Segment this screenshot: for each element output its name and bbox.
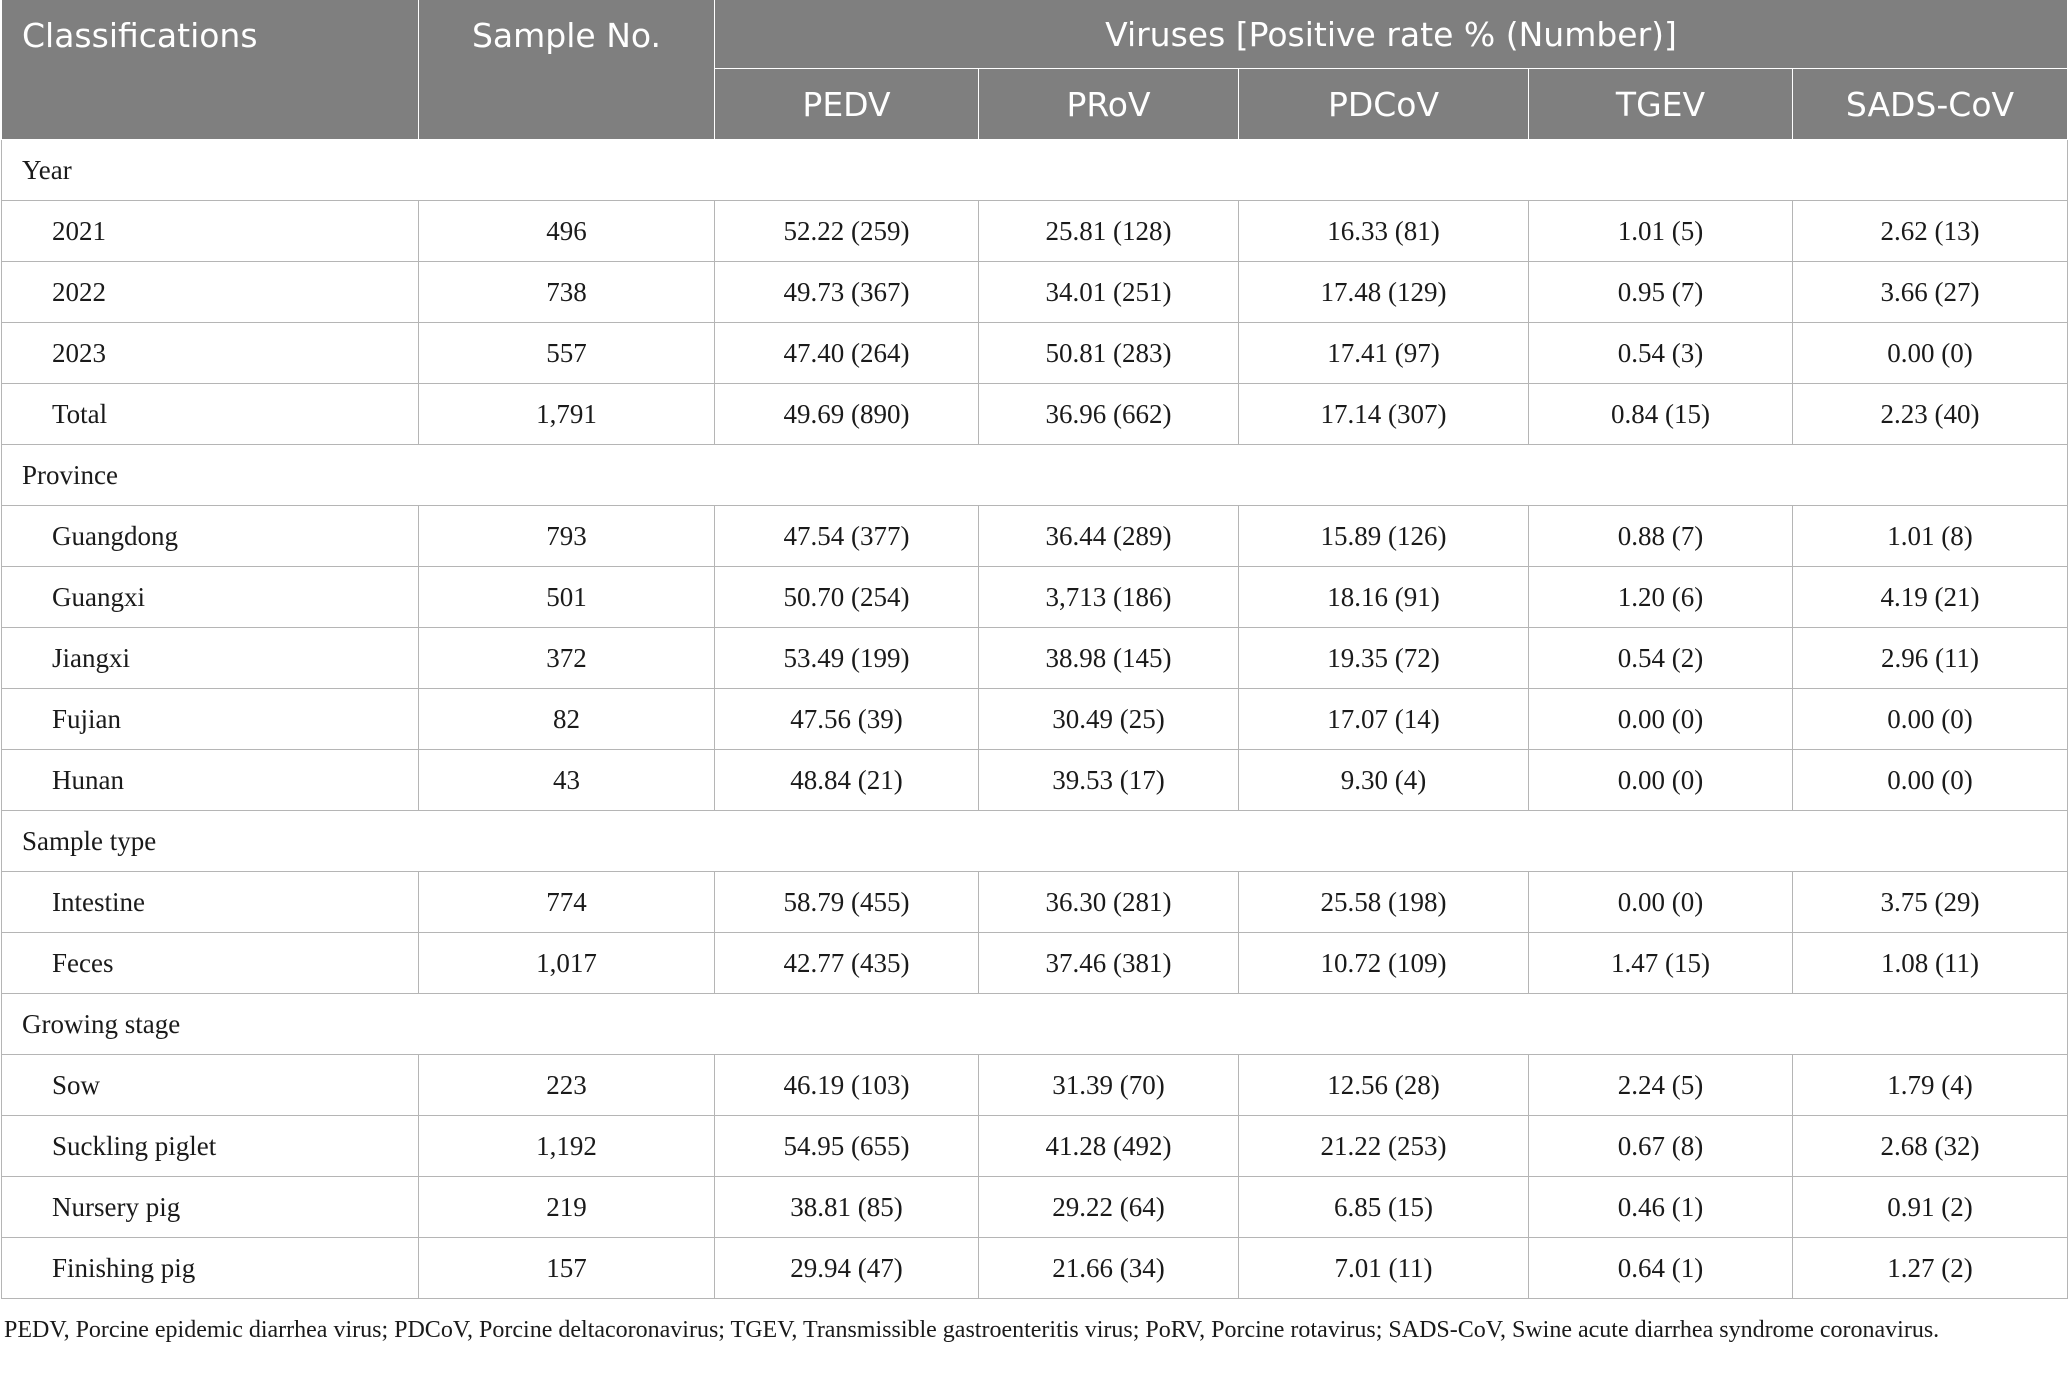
sample-count-cell: 496 <box>419 201 715 262</box>
positive-rate-cell: 0.00 (0) <box>1793 750 2068 811</box>
virus-positive-rate-table <box>1 0 2068 1299</box>
sample-count-cell: 219 <box>419 1177 715 1238</box>
sample-count-cell: 1,791 <box>419 384 715 445</box>
positive-rate-cell: 6.85 (15) <box>1239 1177 1529 1238</box>
positive-rate-cell: 36.30 (281) <box>979 872 1239 933</box>
positive-rate-cell: 25.81 (128) <box>979 201 1239 262</box>
positive-rate-cell: 38.81 (85) <box>715 1177 979 1238</box>
positive-rate-cell: 39.53 (17) <box>979 750 1239 811</box>
table-row <box>2 1116 2068 1177</box>
positive-rate-cell: 7.01 (11) <box>1239 1238 1529 1299</box>
positive-rate-cell: 0.00 (0) <box>1529 872 1793 933</box>
positive-rate-cell: 17.41 (97) <box>1239 323 1529 384</box>
header-classifications: Classifications <box>2 0 419 140</box>
sample-count-cell: 157 <box>419 1238 715 1299</box>
table-row <box>2 384 2068 445</box>
group-label: Year <box>2 140 2068 201</box>
sample-count-cell: 793 <box>419 506 715 567</box>
row-label: Intestine <box>2 872 419 933</box>
positive-rate-cell: 12.56 (28) <box>1239 1055 1529 1116</box>
sample-count-cell: 1,017 <box>419 933 715 994</box>
table-footnote: PEDV, Porcine epidemic diarrhea virus; PDCoV, Porcine deltacoronavirus; TGEV, Transmissible gastroenteritis virus; PoRV, Porcine rotavirus; SADS-CoV, Swine acute diarrhea syndrome coronavirus. <box>4 1317 1940 1343</box>
sample-count-cell: 82 <box>419 689 715 750</box>
positive-rate-cell: 15.89 (126) <box>1239 506 1529 567</box>
sample-count-cell: 43 <box>419 750 715 811</box>
positive-rate-cell: 1.08 (11) <box>1793 933 2068 994</box>
positive-rate-cell: 47.40 (264) <box>715 323 979 384</box>
row-label: Fujian <box>2 689 419 750</box>
sample-count-cell: 738 <box>419 262 715 323</box>
row-label: Finishing pig <box>2 1238 419 1299</box>
header-pdcov: PDCoV <box>1239 69 1529 140</box>
positive-rate-cell: 0.46 (1) <box>1529 1177 1793 1238</box>
positive-rate-cell: 29.22 (64) <box>979 1177 1239 1238</box>
positive-rate-cell: 2.23 (40) <box>1793 384 2068 445</box>
sample-count-cell: 372 <box>419 628 715 689</box>
table-row <box>2 262 2068 323</box>
table-row <box>2 689 2068 750</box>
table-body <box>2 140 2068 1299</box>
row-label: Suckling piglet <box>2 1116 419 1177</box>
positive-rate-cell: 25.58 (198) <box>1239 872 1529 933</box>
positive-rate-cell: 1.01 (8) <box>1793 506 2068 567</box>
positive-rate-cell: 0.67 (8) <box>1529 1116 1793 1177</box>
positive-rate-cell: 50.81 (283) <box>979 323 1239 384</box>
positive-rate-cell: 29.94 (47) <box>715 1238 979 1299</box>
row-label: Nursery pig <box>2 1177 419 1238</box>
positive-rate-cell: 54.95 (655) <box>715 1116 979 1177</box>
table-row <box>2 933 2068 994</box>
positive-rate-cell: 0.88 (7) <box>1529 506 1793 567</box>
table-row <box>2 750 2068 811</box>
row-label: Feces <box>2 933 419 994</box>
header-prov: PRoV <box>979 69 1239 140</box>
positive-rate-cell: 0.64 (1) <box>1529 1238 1793 1299</box>
header-pedv: PEDV <box>715 69 979 140</box>
row-label: 2021 <box>2 201 419 262</box>
positive-rate-cell: 9.30 (4) <box>1239 750 1529 811</box>
positive-rate-cell: 48.84 (21) <box>715 750 979 811</box>
table-row <box>2 201 2068 262</box>
positive-rate-cell: 46.19 (103) <box>715 1055 979 1116</box>
positive-rate-cell: 17.48 (129) <box>1239 262 1529 323</box>
positive-rate-cell: 58.79 (455) <box>715 872 979 933</box>
positive-rate-cell: 1.79 (4) <box>1793 1055 2068 1116</box>
row-label: Sow <box>2 1055 419 1116</box>
positive-rate-cell: 36.96 (662) <box>979 384 1239 445</box>
sample-count-cell: 501 <box>419 567 715 628</box>
positive-rate-cell: 31.39 (70) <box>979 1055 1239 1116</box>
group-label: Sample type <box>2 811 2068 872</box>
row-label: Hunan <box>2 750 419 811</box>
positive-rate-cell: 21.66 (34) <box>979 1238 1239 1299</box>
positive-rate-cell: 1.01 (5) <box>1529 201 1793 262</box>
table-row <box>2 628 2068 689</box>
positive-rate-cell: 52.22 (259) <box>715 201 979 262</box>
group-row <box>2 811 2068 872</box>
positive-rate-cell: 21.22 (253) <box>1239 1116 1529 1177</box>
positive-rate-cell: 47.56 (39) <box>715 689 979 750</box>
positive-rate-cell: 1.47 (15) <box>1529 933 1793 994</box>
positive-rate-cell: 2.24 (5) <box>1529 1055 1793 1116</box>
group-label: Growing stage <box>2 994 2068 1055</box>
table-header <box>2 0 2068 140</box>
positive-rate-cell: 42.77 (435) <box>715 933 979 994</box>
positive-rate-cell: 34.01 (251) <box>979 262 1239 323</box>
header-sads-cov: SADS-CoV <box>1793 69 2068 140</box>
table-row <box>2 1055 2068 1116</box>
sample-count-cell: 223 <box>419 1055 715 1116</box>
group-row <box>2 140 2068 201</box>
positive-rate-cell: 50.70 (254) <box>715 567 979 628</box>
positive-rate-cell: 0.84 (15) <box>1529 384 1793 445</box>
sample-count-cell: 774 <box>419 872 715 933</box>
positive-rate-cell: 38.98 (145) <box>979 628 1239 689</box>
sample-count-cell: 557 <box>419 323 715 384</box>
row-label: Jiangxi <box>2 628 419 689</box>
row-label: Total <box>2 384 419 445</box>
positive-rate-cell: 0.54 (3) <box>1529 323 1793 384</box>
group-label: Province <box>2 445 2068 506</box>
table-row <box>2 1177 2068 1238</box>
positive-rate-cell: 41.28 (492) <box>979 1116 1239 1177</box>
positive-rate-cell: 18.16 (91) <box>1239 567 1529 628</box>
table-row <box>2 872 2068 933</box>
positive-rate-cell: 2.62 (13) <box>1793 201 2068 262</box>
header-tgev: TGEV <box>1529 69 1793 140</box>
positive-rate-cell: 47.54 (377) <box>715 506 979 567</box>
table-row <box>2 323 2068 384</box>
header-viruses-group: Viruses [Positive rate % (Number)] <box>715 0 2068 69</box>
positive-rate-cell: 2.68 (32) <box>1793 1116 2068 1177</box>
positive-rate-cell: 0.00 (0) <box>1793 689 2068 750</box>
row-label: Guangxi <box>2 567 419 628</box>
row-label: 2023 <box>2 323 419 384</box>
table-row <box>2 567 2068 628</box>
positive-rate-cell: 0.54 (2) <box>1529 628 1793 689</box>
positive-rate-cell: 16.33 (81) <box>1239 201 1529 262</box>
positive-rate-cell: 17.14 (307) <box>1239 384 1529 445</box>
positive-rate-cell: 0.95 (7) <box>1529 262 1793 323</box>
positive-rate-cell: 49.69 (890) <box>715 384 979 445</box>
positive-rate-cell: 3,713 (186) <box>979 567 1239 628</box>
positive-rate-cell: 0.00 (0) <box>1529 750 1793 811</box>
positive-rate-cell: 36.44 (289) <box>979 506 1239 567</box>
positive-rate-cell: 53.49 (199) <box>715 628 979 689</box>
group-row <box>2 445 2068 506</box>
positive-rate-cell: 49.73 (367) <box>715 262 979 323</box>
positive-rate-cell: 1.20 (6) <box>1529 567 1793 628</box>
table-row <box>2 506 2068 567</box>
sample-count-cell: 1,192 <box>419 1116 715 1177</box>
table-row <box>2 1238 2068 1299</box>
positive-rate-cell: 17.07 (14) <box>1239 689 1529 750</box>
positive-rate-cell: 2.96 (11) <box>1793 628 2068 689</box>
positive-rate-cell: 0.00 (0) <box>1529 689 1793 750</box>
header-sample-no: Sample No. <box>419 0 715 140</box>
positive-rate-cell: 10.72 (109) <box>1239 933 1529 994</box>
positive-rate-cell: 0.00 (0) <box>1793 323 2068 384</box>
positive-rate-cell: 19.35 (72) <box>1239 628 1529 689</box>
group-row <box>2 994 2068 1055</box>
positive-rate-cell: 37.46 (381) <box>979 933 1239 994</box>
positive-rate-cell: 30.49 (25) <box>979 689 1239 750</box>
positive-rate-cell: 1.27 (2) <box>1793 1238 2068 1299</box>
positive-rate-cell: 0.91 (2) <box>1793 1177 2068 1238</box>
positive-rate-cell: 3.75 (29) <box>1793 872 2068 933</box>
row-label: 2022 <box>2 262 419 323</box>
row-label: Guangdong <box>2 506 419 567</box>
positive-rate-cell: 3.66 (27) <box>1793 262 2068 323</box>
positive-rate-cell: 4.19 (21) <box>1793 567 2068 628</box>
